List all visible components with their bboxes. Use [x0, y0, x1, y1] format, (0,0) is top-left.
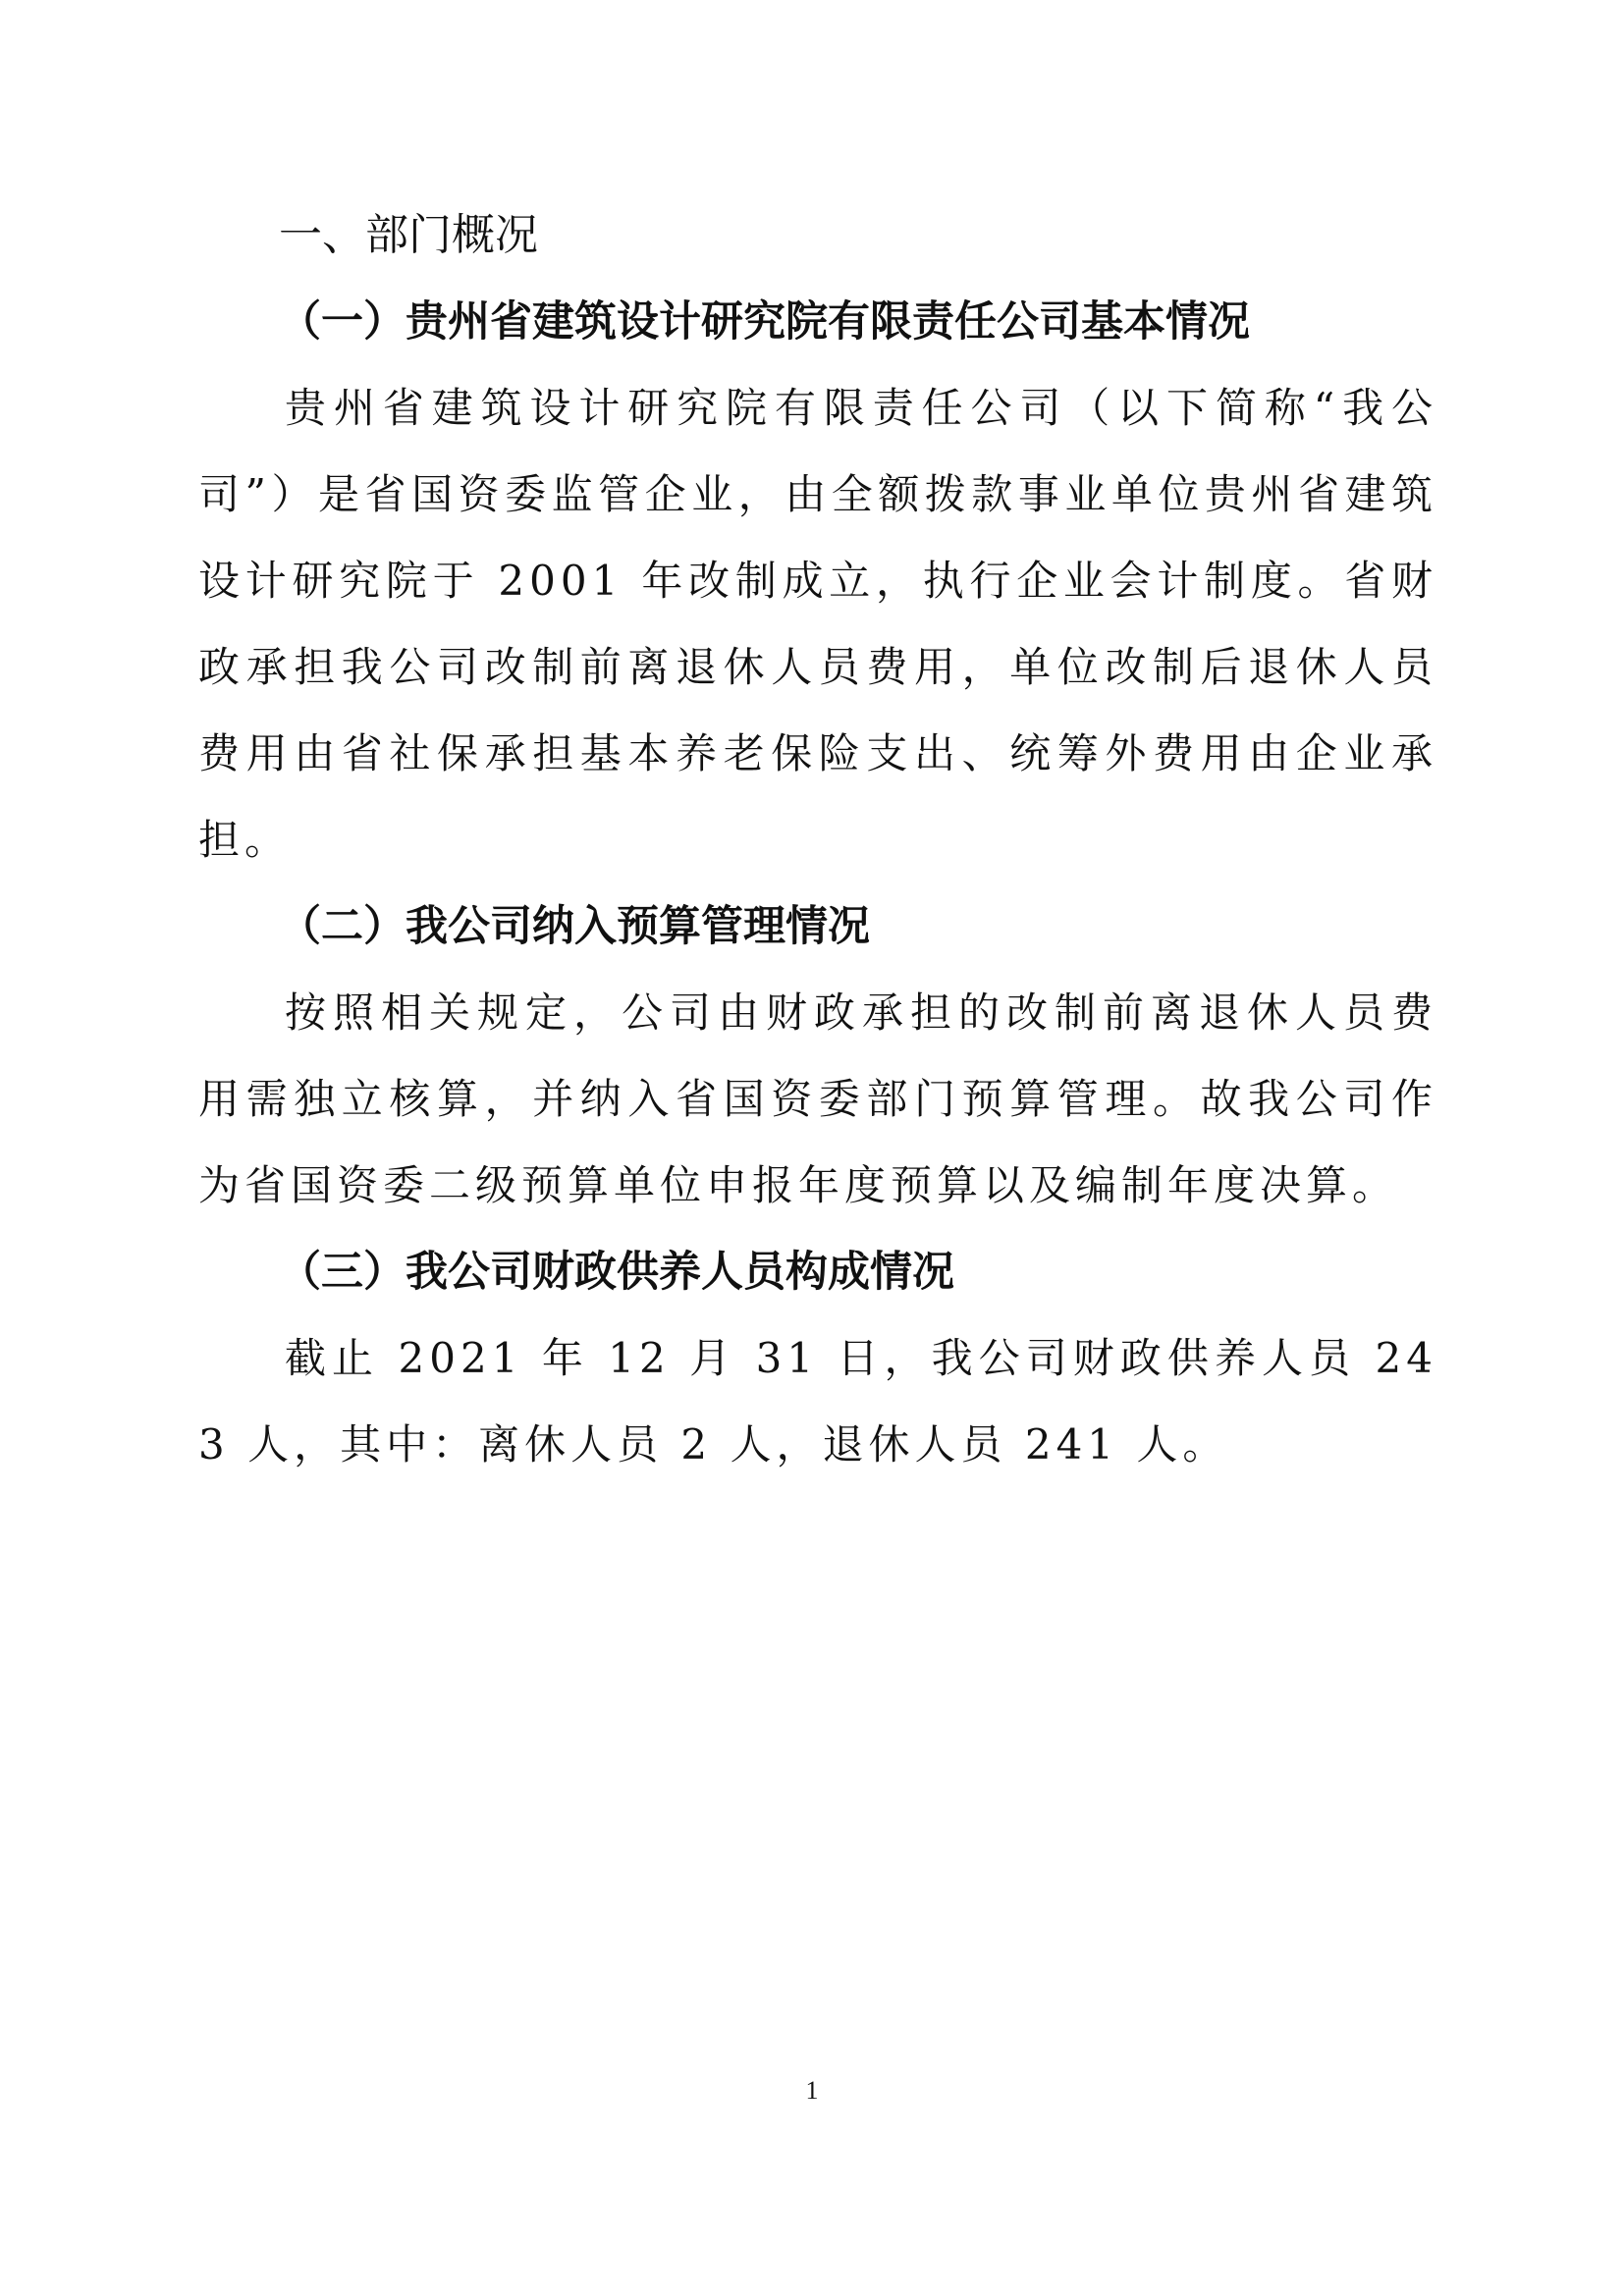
page-number: 1	[805, 2076, 819, 2105]
paragraph-staff-composition: 截止 2021 年 12 月 31 日，我公司财政供养人员 243 人，其中：离休人员 2 人，退休人员 241 人。	[198, 1334, 1437, 1468]
subsection-heading-basic-info: （一）贵州省建筑设计研究院有限责任公司基本情况	[279, 297, 1250, 347]
paragraph-basic-info: 贵州省建筑设计研究院有限责任公司（以下简称“我公司”）是省国资委监管企业，由全额拨款事业单位贵州省建筑设计研究院于 2001 年改制成立，执行企业会计制度。省财政承担我公司改制前离退休人员费用，单位改制后退休人员费用由省社保承担基本养老保险支出、统筹外费用由企业承担。	[198, 384, 1437, 864]
document-body	[198, 192, 1437, 1488]
subsection-heading-staff-composition: （三）我公司财政供养人员构成情况	[279, 1248, 954, 1297]
paragraph-budget-management: 按照相关规定，公司由财政承担的改制前离退休人员费用需独立核算，并纳入省国资委部门预算管理。故我公司作为省国资委二级预算单位申报年度预算以及编制年度决算。	[198, 988, 1437, 1209]
section-heading-main: 一、部门概况	[279, 210, 538, 260]
subsection-heading-budget-management: （二）我公司纳入预算管理情况	[279, 902, 870, 951]
